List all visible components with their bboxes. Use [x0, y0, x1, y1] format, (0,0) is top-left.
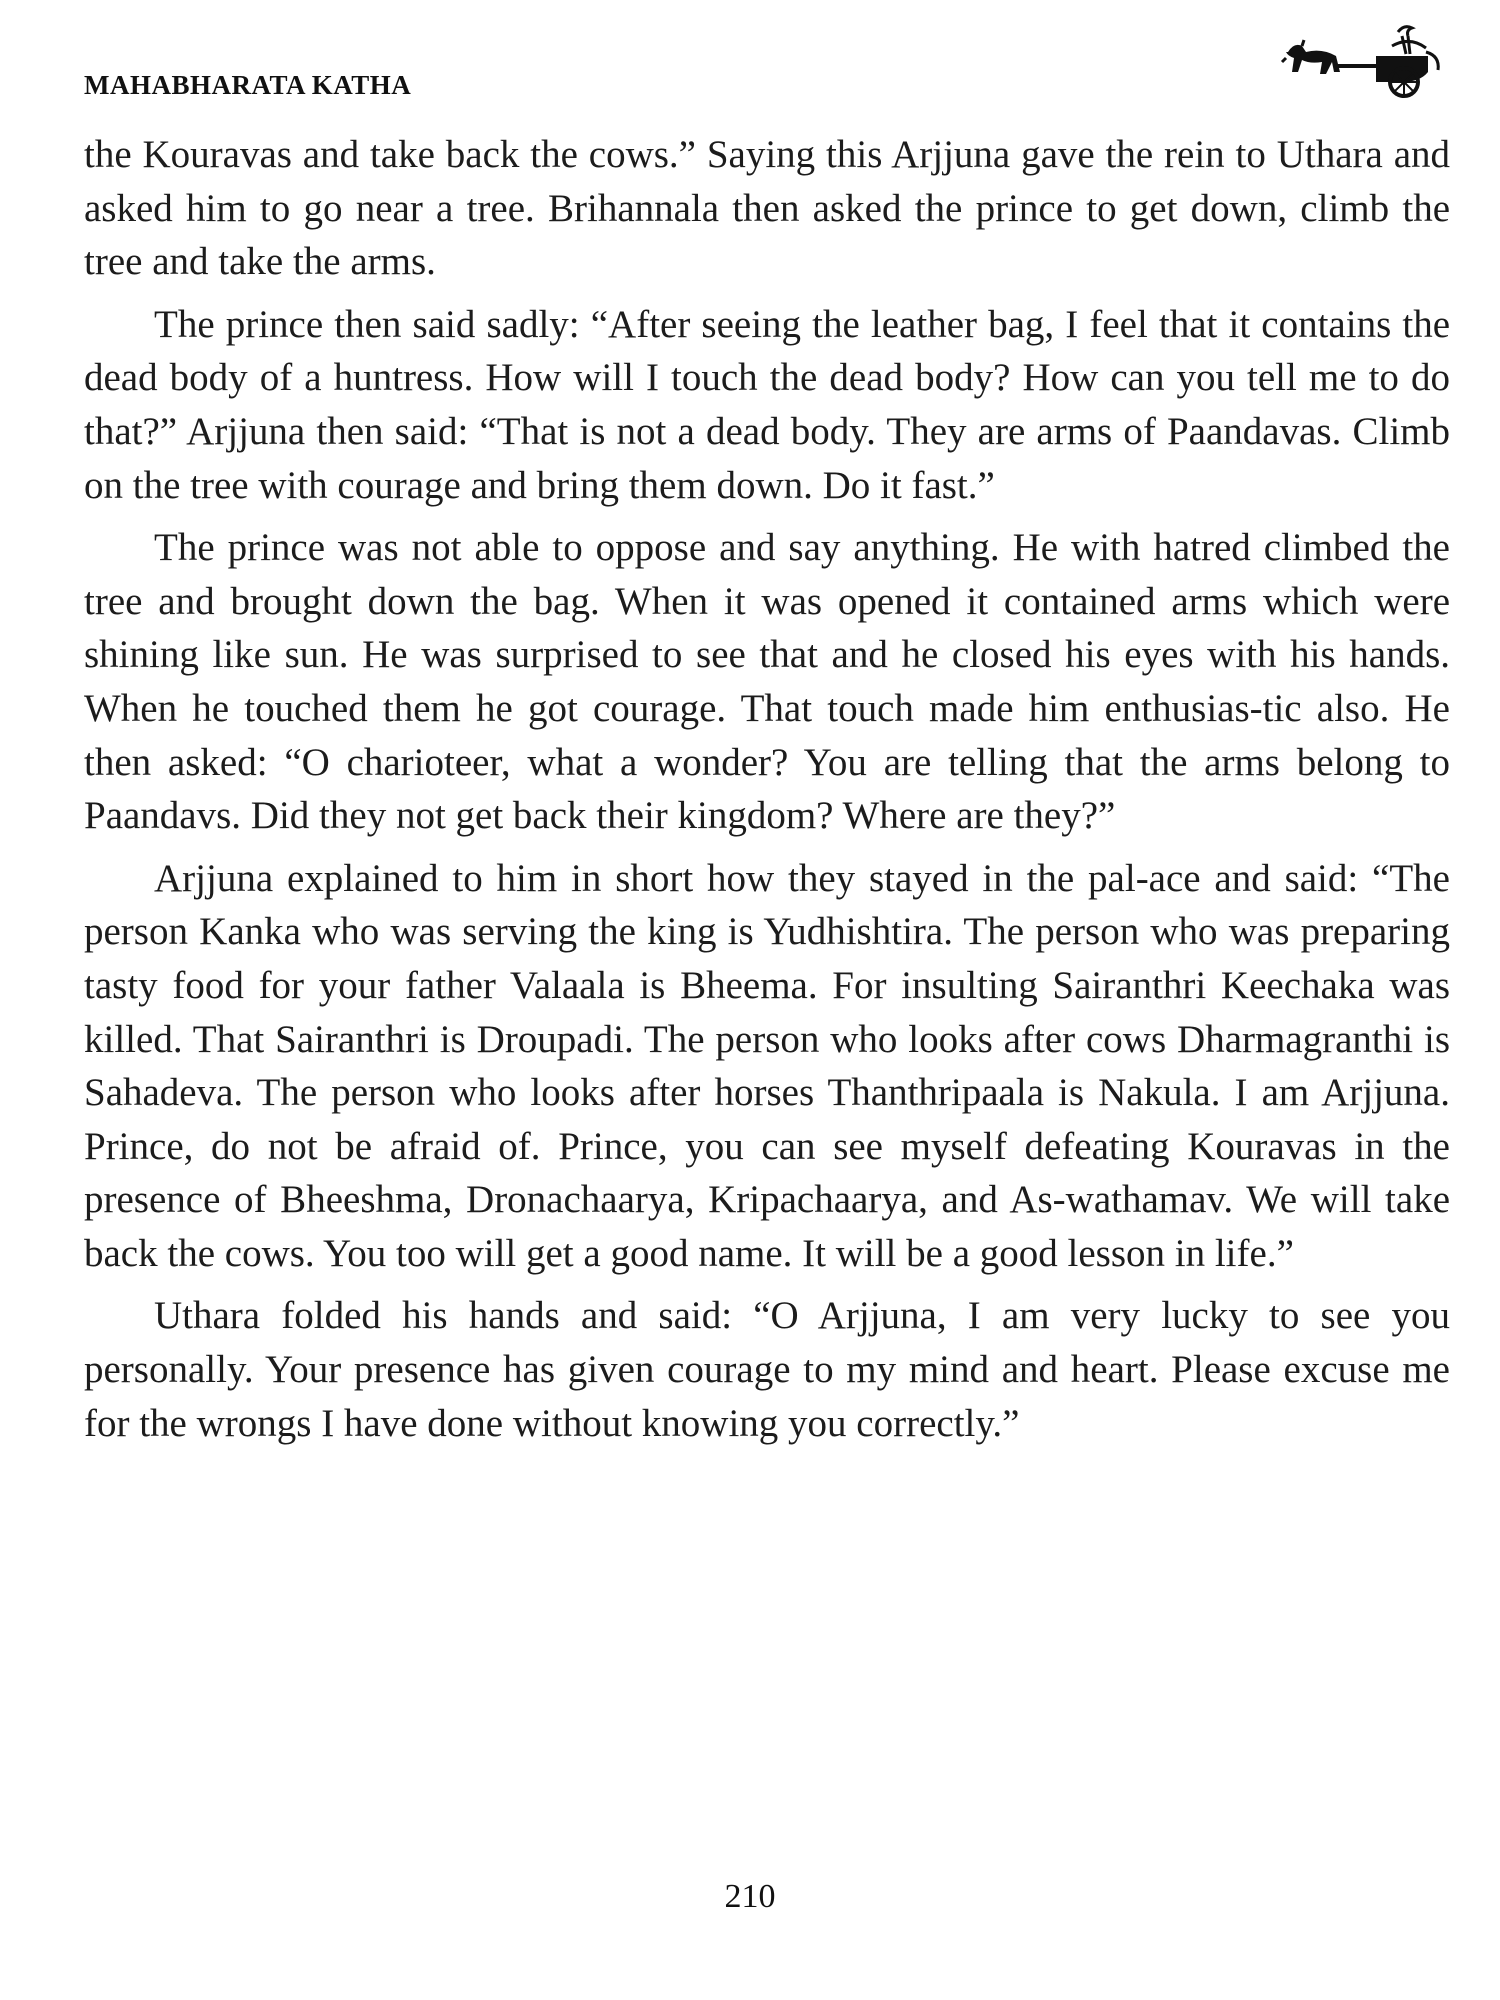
paragraph-3: The prince was not able to oppose and say anything. He with hatred climbed the tree and brought down the bag. When it was opened it contained arms which were shining like sun. He was surprised to see that and he closed his eyes with his hands. When he touched them he got courage. That touch made him enthusias-tic also. He then asked: “O charioteer, what a wonder? You are telling that the arms belong to Paandavs. Did they not get back their kingdom? Where are they?” [84, 526, 1450, 838]
paragraph-5: Uthara folded his hands and said: “O Arjjuna, I am very lucky to see you personally. Your presence has given courage to my mind and heart. Please excuse me for the wrongs I have done without knowing you correctly.” [84, 1294, 1450, 1445]
paragraph-2: The prince then said sadly: “After seeing the leather bag, I feel that it contains the dead body of a huntress. How will I touch the dead body? How can you tell me to do that?” Arjjuna then said: “That is not a dead body. They are arms of Paandavas. Climb on the tree with courage and bring them down. Do it fast.” [84, 302, 1450, 507]
running-title: MAHABHARATA KATHA [84, 70, 412, 100]
chariot-icon [1280, 22, 1448, 102]
body-text [84, 128, 1450, 1459]
page-number: 210 [724, 1878, 776, 1915]
paragraph-4: Arjjuna explained to him in short how they stayed in the pal-ace and said: “The person Kanka who was serving the king is Yudhishtira. The person who was preparing tasty food for your father Valaala is Bheema. For insulting Sairanthri Keechaka was killed. That Sairanthri is Droupadi. The person who looks after cows Dharmagranthi is Sahadeva. The person who looks after horses Thanthripaala is Nakula. I am Arjjuna. Prince, do not be afraid of. Prince, you can see myself defeating Kouravas in the presence of Bheeshma, Dronachaarya, Kripachaarya, and As-wathamav. We will take back the cows. You too will get a good name. It will be a good lesson in life.” [84, 856, 1450, 1275]
paragraph-1: the Kouravas and take back the cows.” Saying this Arjjuna gave the rein to Uthara and asked him to go near a tree. Brihannala then asked the prince to get down, climb the tree and take the arms. [84, 133, 1450, 284]
